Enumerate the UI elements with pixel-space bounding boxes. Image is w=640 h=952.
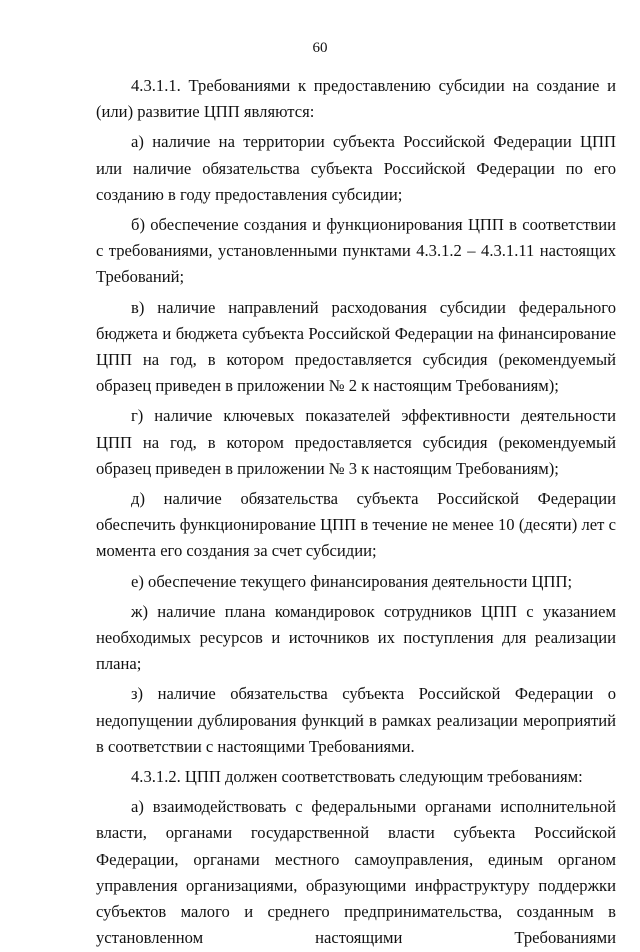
paragraph-4-3-1-2-item-a: а) взаимодействовать с федеральными органами исполнительной власти, органами государственной власти субъекта Российской Федерации, органами местного самоуправления, единым органом управления организациями, образующими инфраструктуру поддержки субъектов малого и среднего предпринимательства, созданным в установленном настоящими Требованиями	[96, 797, 616, 948]
paragraph-4-3-1-2: 4.3.1.2. ЦПП должен соответствовать следующим требованиям:	[131, 767, 583, 787]
paragraph-item-b: б) обеспечение создания и функционирования ЦПП в соответствии с требованиями, установленными пунктами 4.3.1.2 – 4.3.1.11 настоящих Требований;	[96, 215, 616, 287]
paragraph-item-z: з) наличие обязательства субъекта Российской Федерации о недопущении дублирования функций в рамках реализации мероприятий в соответствии с настоящими Требованиями.	[96, 684, 616, 756]
paragraph-4-3-1-1: 4.3.1.1. Требованиями к предоставлению субсидии на создание и (или) развитие ЦПП являются:	[96, 76, 616, 122]
paragraph-item-zh: ж) наличие плана командировок сотрудников ЦПП с указанием необходимых ресурсов и источников их поступления для реализации плана;	[96, 601, 616, 674]
paragraph-item-a: а) наличие на территории субъекта Российской Федерации ЦПП или наличие обязательства субъекта Российской Федерации по его созданию в году предоставления субсидии;	[96, 132, 616, 204]
paragraph-item-d: д) наличие обязательства субъекта Российской Федерации обеспечить функционирование ЦПП в течение не менее 10 (десяти) лет с момента его создания за счет субсидии;	[96, 489, 616, 561]
paragraph-item-e: е) обеспечение текущего финансирования деятельности ЦПП;	[131, 571, 573, 591]
page-number: 60	[312, 40, 328, 56]
document-body	[96, 73, 616, 952]
paragraph-item-g: г) наличие ключевых показателей эффективности деятельности ЦПП на год, в котором предоставляется субсидия (рекомендуемый образец приведен в приложении № 3 к настоящим Требованиям);	[96, 406, 616, 478]
paragraph-item-v: в) наличие направлений расходования субсидии федерального бюджета и бюджета субъекта Российской Федерации на финансирование ЦПП на год, в котором предоставляется субсидия (рекомендуемый образец приведен в приложении № 2 к настоящим Требованиям);	[96, 297, 616, 396]
